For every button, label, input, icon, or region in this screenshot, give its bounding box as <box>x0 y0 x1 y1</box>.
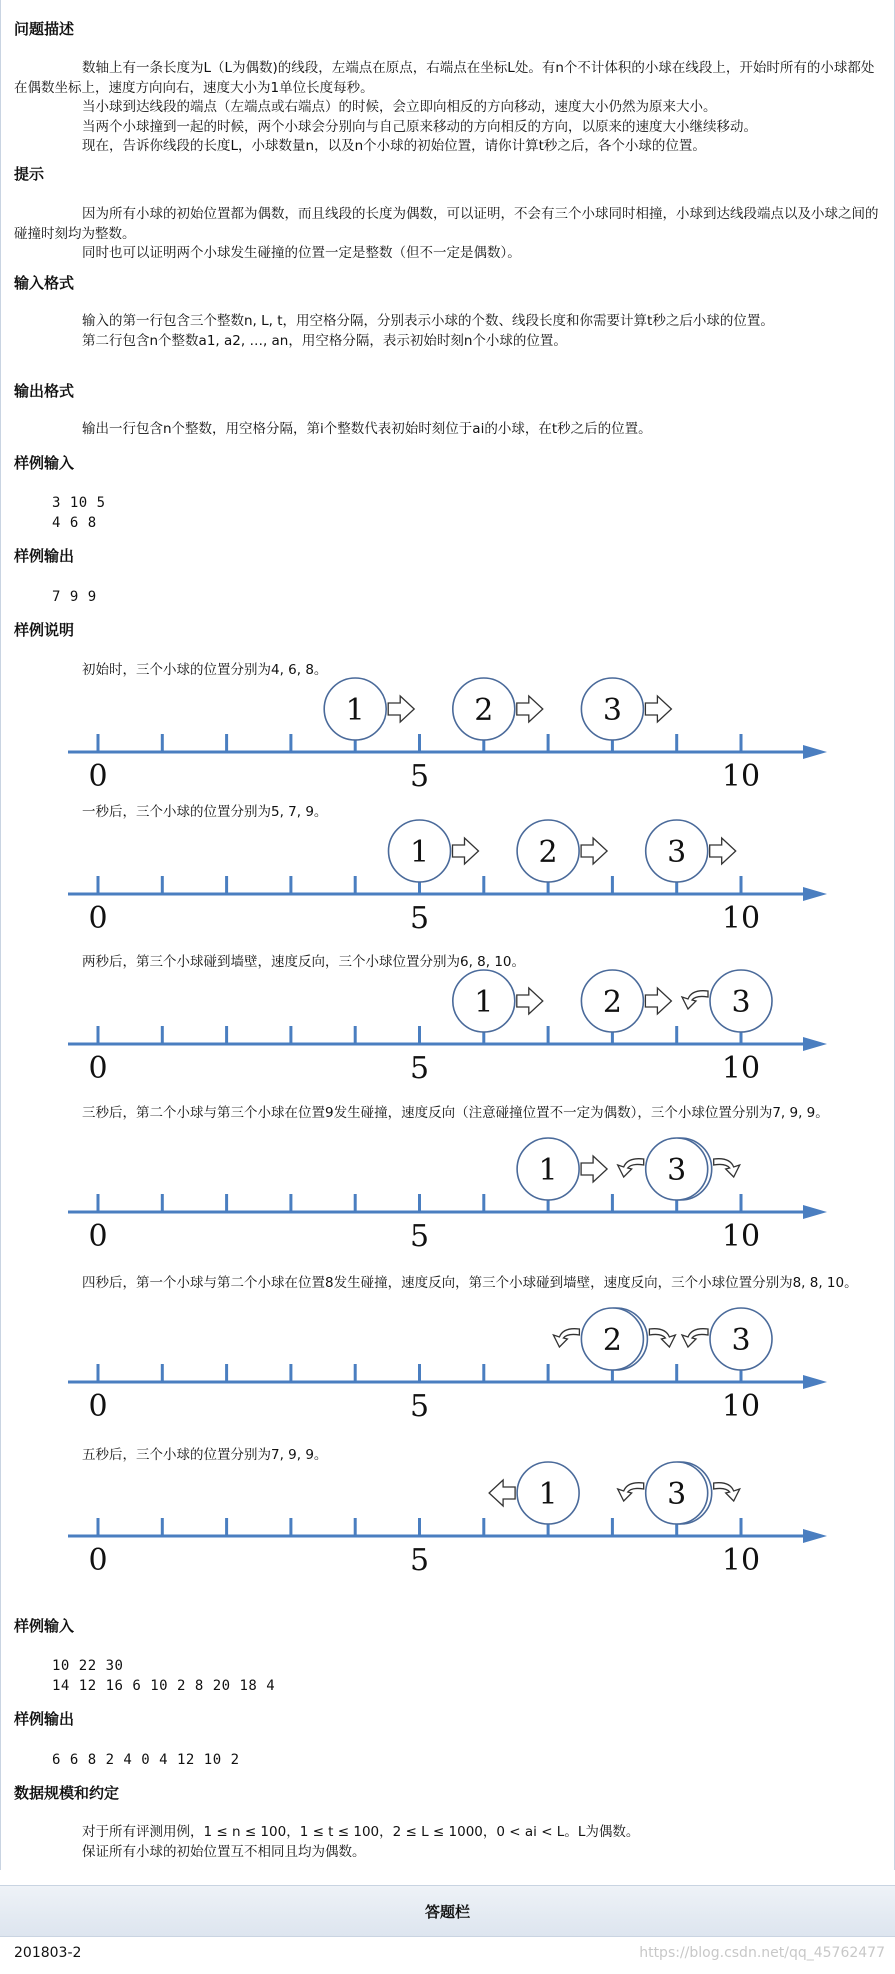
curved-arrow-right-icon <box>714 1483 740 1501</box>
axis-label: 10 <box>721 1543 761 1578</box>
number-line-figure <box>0 682 895 802</box>
hint-title: 提示 <box>14 165 45 183</box>
sample-input-line: 4 6 8 <box>52 515 97 531</box>
ball-label: 1 <box>474 985 494 1020</box>
desc-line: 现在，告诉你线段的长度L，小球数量n，以及n个小球的初始位置，请你计算t秒之后，各个小球的位置。 <box>82 138 706 154</box>
ball-label: 2 <box>602 1323 622 1358</box>
sample-output2-line: 6 6 8 2 4 0 4 12 10 2 <box>52 1752 240 1768</box>
input-format-body <box>14 312 881 351</box>
axis-label: 0 <box>88 1219 108 1254</box>
sample-input2-block <box>52 1656 275 1696</box>
number-line-figure <box>0 974 895 1094</box>
input-line: 第二行包含n个整数a1, a2, …, an，用空格分隔，表示初始时刻n个小球的位置。 <box>82 332 567 349</box>
number-line-figure <box>0 1312 895 1432</box>
ball-label: 1 <box>409 835 430 870</box>
right-arrow-icon <box>645 696 671 722</box>
output-format-body <box>14 420 881 440</box>
axis-label: 10 <box>721 1219 761 1254</box>
figure-caption: 初始时，三个小球的位置分别为4, 6, 8。 <box>82 662 328 678</box>
ball-label: 3 <box>602 693 622 728</box>
output-line: 输出一行包含n个整数，用空格分隔，第i个整数代表初始时刻位于ai的小球，在t秒之后的位置。 <box>82 421 652 437</box>
scale-line: 保证所有小球的初始位置互不相同且均为偶数。 <box>82 1843 366 1860</box>
axis-arrowhead <box>803 887 827 901</box>
scale-line: 对于所有评测用例，1 ≤ n ≤ 100，1 ≤ t ≤ 100，2 ≤ L ≤ 1000，0 < ai < L。L为偶数。 <box>82 1824 640 1840</box>
ball-label: 2 <box>602 985 622 1020</box>
axis-arrowhead <box>803 1375 827 1389</box>
sample-input2-title: 样例输入 <box>14 1617 75 1635</box>
axis-arrowhead <box>803 1529 827 1543</box>
sample-explain-title: 样例说明 <box>14 621 75 639</box>
desc-line: 当两个小球撞到一起的时候，两个小球会分别向与自己原来移动的方向相反的方向，以原来的速度大小继续移动。 <box>82 118 757 135</box>
ball-label: 3 <box>667 1153 687 1188</box>
right-arrow-icon <box>710 838 736 864</box>
sample-output-block <box>52 587 97 607</box>
ball-label: 2 <box>474 693 494 728</box>
scale-title: 数据规模和约定 <box>14 1784 120 1802</box>
sample-input2-line: 10 22 30 <box>52 1658 124 1674</box>
answer-bar[interactable]: 答题栏 <box>0 1885 895 1937</box>
curved-arrow-right-icon <box>714 1159 740 1177</box>
curved-arrow-left-icon <box>553 1329 579 1347</box>
axis-label: 5 <box>409 1051 430 1086</box>
axis-arrowhead <box>803 1037 827 1051</box>
right-arrow-icon <box>645 988 671 1014</box>
figure-caption: 四秒后，第一个小球与第二个小球在位置8发生碰撞，速度反向，第三个小球碰到墙壁，速度反向，三个小球位置分别为8, 8, 10。 <box>82 1275 858 1291</box>
axis-label: 0 <box>88 759 108 794</box>
axis-label: 10 <box>721 1389 761 1424</box>
sample-output2-block <box>52 1750 240 1770</box>
ball-label: 1 <box>538 1477 558 1512</box>
input-format-title: 输入格式 <box>14 274 75 292</box>
sample-output-line: 7 9 9 <box>52 589 97 605</box>
hint-line: 同时也可以证明两个小球发生碰撞的位置一定是整数（但不一定是偶数）。 <box>82 245 521 261</box>
right-arrow-icon <box>388 696 414 722</box>
sample-input-title: 样例输入 <box>14 454 75 472</box>
desc-body <box>14 59 881 157</box>
curved-arrow-left-icon <box>618 1159 644 1177</box>
number-line-figure <box>0 824 895 944</box>
axis-label: 0 <box>88 1051 108 1086</box>
curved-arrow-left-icon <box>682 1329 708 1347</box>
desc-line: 当小球到达线段的端点（左端点或右端点）的时候，会立即向相反的方向移动，速度大小仍然为原来大小。 <box>82 99 717 115</box>
axis-arrowhead <box>803 1205 827 1219</box>
output-format-title: 输出格式 <box>14 382 75 400</box>
sample-output2-title: 样例输出 <box>14 1710 75 1728</box>
watermark: https://blog.csdn.net/qq_45762477 <box>639 1945 885 1961</box>
figure-caption: 一秒后，三个小球的位置分别为5, 7, 9。 <box>82 804 328 820</box>
axis-label: 0 <box>88 1389 108 1424</box>
problem-id: 201803-2 <box>14 1945 82 1961</box>
input-line: 输入的第一行包含三个整数n, L, t，用空格分隔，分别表示小球的个数、线段长度和你需要计算t秒之后小球的位置。 <box>82 313 774 329</box>
axis-label: 5 <box>409 759 430 794</box>
ball-label: 3 <box>667 835 687 870</box>
axis-arrowhead <box>803 745 827 759</box>
desc-title: 问题描述 <box>14 20 75 38</box>
number-line-figure <box>0 1466 895 1586</box>
sample-output-title: 样例输出 <box>14 547 75 565</box>
hint-body <box>14 205 881 264</box>
ball-label: 2 <box>538 835 558 870</box>
ball-label: 1 <box>538 1153 558 1188</box>
right-arrow-icon <box>517 988 543 1014</box>
sample-input-block <box>52 493 106 533</box>
curved-arrow-left-icon <box>682 991 708 1009</box>
sample-input-line: 3 10 5 <box>52 495 106 511</box>
curved-arrow-left-icon <box>618 1483 644 1501</box>
right-arrow-icon <box>453 838 479 864</box>
axis-label: 0 <box>88 1543 108 1578</box>
ball-label: 1 <box>345 693 365 728</box>
axis-label: 10 <box>721 901 761 936</box>
axis-label: 0 <box>88 901 108 936</box>
axis-label: 5 <box>409 1543 430 1578</box>
axis-label: 5 <box>409 901 430 936</box>
axis-label: 10 <box>721 1051 761 1086</box>
hint-line: 因为所有小球的初始位置都为偶数，而且线段的长度为偶数，可以证明，不会有三个小球同时相撞，小球到达线段端点以及小球之间的碰撞时刻均为整数。 <box>14 206 879 242</box>
figure-caption: 五秒后，三个小球的位置分别为7, 9, 9。 <box>82 1447 328 1463</box>
right-arrow-icon <box>581 838 607 864</box>
desc-line: 数轴上有一条长度为L（L为偶数)的线段，左端点在原点，右端点在坐标L处。有n个不计体积的小球在线段上，开始时所有的小球都处在偶数坐标上，速度方向向右，速度大小为1单位长度每秒。 <box>14 60 875 96</box>
left-arrow-icon <box>489 1480 515 1506</box>
right-arrow-icon <box>517 696 543 722</box>
curved-arrow-right-icon <box>649 1329 675 1347</box>
figure-caption: 两秒后，第三个小球碰到墙壁，速度反向，三个小球位置分别为6, 8, 10。 <box>82 954 526 970</box>
ball-label: 3 <box>667 1477 687 1512</box>
figure-caption: 三秒后，第二个小球与第三个小球在位置9发生碰撞，速度反向（注意碰撞位置不一定为偶数），三个小球位置分别为7, 9, 9。 <box>82 1105 829 1121</box>
ball-label: 3 <box>731 1323 751 1358</box>
axis-label: 10 <box>721 759 761 794</box>
number-line-figure <box>0 1142 895 1262</box>
ball-label: 3 <box>731 985 751 1020</box>
axis-label: 5 <box>409 1389 430 1424</box>
right-arrow-icon <box>581 1156 607 1182</box>
sample-input2-line: 14 12 16 6 10 2 8 20 18 4 <box>52 1678 276 1694</box>
scale-body <box>14 1823 881 1862</box>
axis-label: 5 <box>409 1219 430 1254</box>
